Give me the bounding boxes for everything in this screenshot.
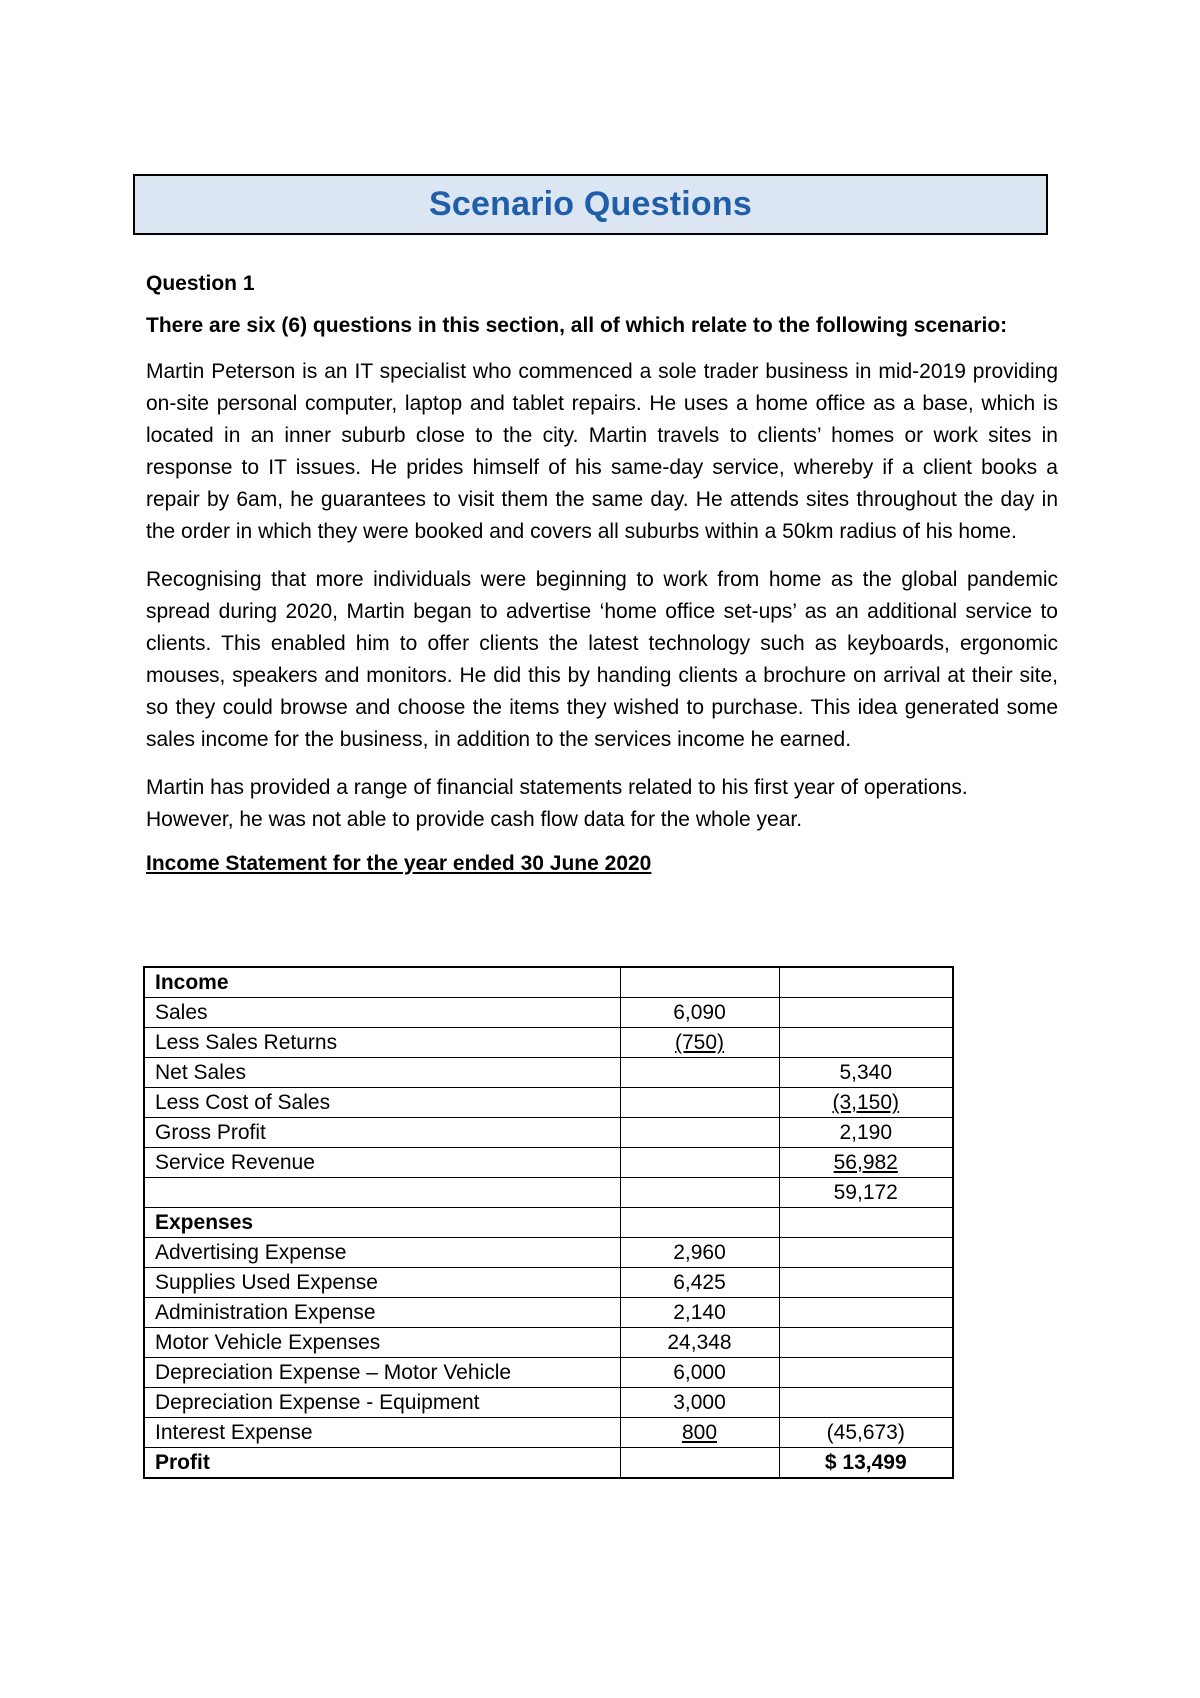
row-label: Less Cost of Sales (144, 1088, 620, 1118)
row-total: (3,150) (832, 1091, 900, 1114)
scenario-paragraph-1: Martin Peterson is an IT specialist who commenced a sole trader business in mid-2019 providing on-site personal computer, laptop and tablet repairs. He uses a home office as a base, which is located in an inner suburb close to the city. Martin travels to clients’ homes or work sites in response to IT issues. He prides himself of his same-day service, whereby if a client books a repair by 6am, he guarantees to visit them the same day. He attends sites throughout the day in the order in which they were booked and covers all suburbs within a 50km radius of his home. (146, 360, 1058, 543)
table-row (144, 1418, 953, 1448)
page-title: Scenario Questions (429, 185, 752, 223)
row-label: Income (144, 967, 620, 998)
row-label: Administration Expense (144, 1298, 620, 1328)
table-row (144, 1268, 953, 1298)
row-amount (620, 1118, 779, 1148)
row-label: Motor Vehicle Expenses (144, 1328, 620, 1358)
row-total (779, 1238, 953, 1268)
question-label: Question 1 (146, 272, 255, 295)
table-row (144, 1238, 953, 1268)
table-row (144, 1358, 953, 1388)
row-total (779, 1208, 953, 1238)
scenario-intro: There are six (6) questions in this section, all of which relate to the following scenario: (146, 314, 1008, 337)
table-row (144, 1388, 953, 1418)
row-total (779, 1268, 953, 1298)
row-label (144, 1178, 620, 1208)
table-row (144, 1058, 953, 1088)
row-amount: 3,000 (620, 1388, 779, 1418)
row-amount (620, 1148, 779, 1178)
table-row (144, 1178, 953, 1208)
row-label: Profit (144, 1448, 620, 1479)
table-row (144, 1088, 953, 1118)
row-label: Interest Expense (144, 1418, 620, 1448)
row-amount: 6,090 (620, 998, 779, 1028)
scenario-paragraph-3: Martin has provided a range of financial statements related to his first year of operations. However, he was not able to provide cash flow data for the whole year. (146, 776, 968, 831)
row-amount: 2,960 (620, 1238, 779, 1268)
statement-title: Income Statement for the year ended 30 June 2020 (146, 852, 652, 875)
row-amount: 24,348 (620, 1328, 779, 1358)
table-row (144, 1118, 953, 1148)
row-total (779, 1028, 953, 1058)
table-row (144, 998, 953, 1028)
row-amount (620, 967, 779, 998)
row-total (779, 967, 953, 998)
row-amount (620, 1448, 779, 1479)
income-statement-table (143, 966, 954, 1479)
row-total (779, 1388, 953, 1418)
row-amount: 6,000 (620, 1358, 779, 1388)
row-total: 56,982 (833, 1151, 898, 1174)
row-amount: (750) (674, 1031, 725, 1054)
table-row (144, 1148, 953, 1178)
row-label: Net Sales (144, 1058, 620, 1088)
row-label: Less Sales Returns (144, 1028, 620, 1058)
row-label: Expenses (144, 1208, 620, 1238)
table-row (144, 1208, 953, 1238)
row-label: Depreciation Expense – Motor Vehicle (144, 1358, 620, 1388)
row-label: Depreciation Expense - Equipment (144, 1388, 620, 1418)
row-total (779, 1298, 953, 1328)
row-label: Supplies Used Expense (144, 1268, 620, 1298)
table-row (144, 967, 953, 998)
row-amount (620, 1208, 779, 1238)
row-amount: 6,425 (620, 1268, 779, 1298)
scenario-content (146, 268, 1058, 890)
row-total: 2,190 (779, 1118, 953, 1148)
row-total (779, 998, 953, 1028)
row-label: Service Revenue (144, 1148, 620, 1178)
table-row (144, 1028, 953, 1058)
row-amount (620, 1058, 779, 1088)
row-amount: 800 (681, 1421, 718, 1444)
row-label: Sales (144, 998, 620, 1028)
title-banner (133, 174, 1048, 235)
row-label: Advertising Expense (144, 1238, 620, 1268)
table-row (144, 1328, 953, 1358)
row-total: $ 13,499 (779, 1448, 953, 1479)
row-total: 59,172 (779, 1178, 953, 1208)
row-amount (620, 1178, 779, 1208)
row-amount: 2,140 (620, 1298, 779, 1328)
table-row-profit (144, 1448, 953, 1479)
row-total: (45,673) (779, 1418, 953, 1448)
row-label: Gross Profit (144, 1118, 620, 1148)
scenario-paragraph-2: Recognising that more individuals were beginning to work from home as the global pandemic spread during 2020, Martin began to advertise ‘home office set-ups’ as an additional service to clients. This enabled him to offer clients the latest technology such as keyboards, ergonomic mouses, speakers and monitors. He did this by handing clients a brochure on arrival at their site, so they could browse and choose the items they wished to purchase. This idea generated some sales income for the business, in addition to the services income he earned. (146, 568, 1058, 751)
row-total (779, 1328, 953, 1358)
row-total: 5,340 (779, 1058, 953, 1088)
row-total (779, 1358, 953, 1388)
row-amount (620, 1088, 779, 1118)
table-row (144, 1298, 953, 1328)
